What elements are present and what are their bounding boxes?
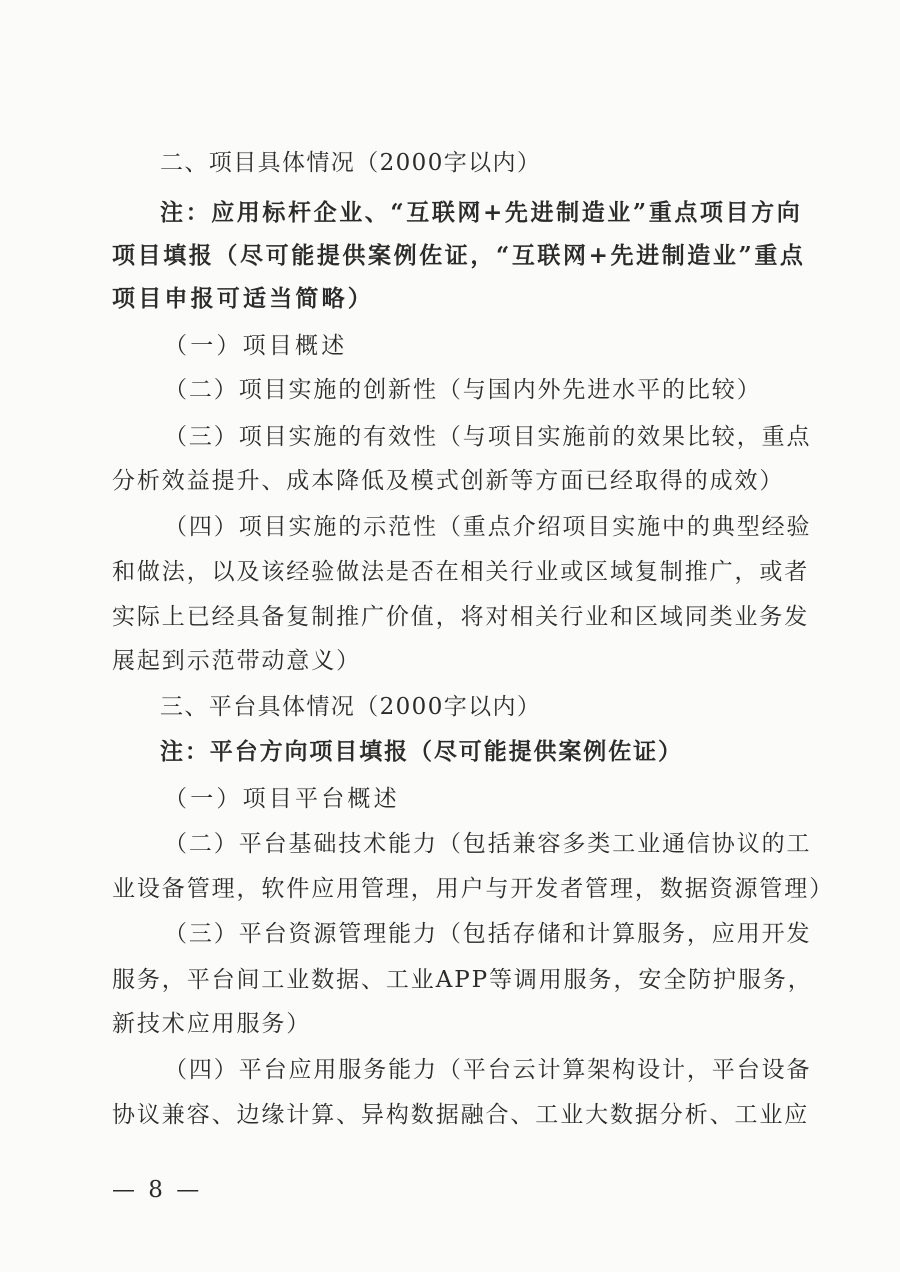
item-line: （四）平台应用服务能力（平台云计算架构设计，平台设备: [164, 1057, 812, 1083]
item-line: （二）项目实施的创新性（与国内外先进水平的比较）: [164, 377, 762, 403]
page-number: — 8 —: [112, 1177, 203, 1203]
item-line: （一）项目概述: [164, 333, 348, 359]
body-line: 展起到示范带动意义）: [112, 648, 361, 674]
note-line: 注：应用标杆企业、“互联网+先进制造业”重点项目方向: [160, 199, 803, 226]
note-line: 项目申报可适当简略）: [112, 285, 374, 312]
body-line: 协议兼容、边缘计算、异构数据融合、工业大数据分析、工业应: [112, 1102, 810, 1128]
body-line: 新技术应用服务）: [112, 1011, 312, 1037]
note-line: 项目填报（尽可能提供案例佐证，“互联网+先进制造业”重点: [112, 242, 806, 269]
note-line: 注：平台方向项目填报（尽可能提供案例佐证）: [160, 738, 683, 765]
body-line: 分析效益提升、成本降低及模式创新等方面已经取得的成效）: [112, 468, 785, 494]
section-heading-platform: 三、平台具体情况（2000字以内）: [160, 694, 542, 720]
item-line: （一）项目平台概述: [164, 786, 400, 812]
section-heading-project: 二、项目具体情况（2000字以内）: [160, 150, 542, 176]
body-line: 实际上已经具备复制推广价值，将对相关行业和区域同类业务发: [112, 604, 810, 630]
item-line: （二）平台基础技术能力（包括兼容多类工业通信协议的工: [164, 831, 812, 857]
body-line: 服务，平台间工业数据、工业APP等调用服务，安全防护服务，: [112, 967, 813, 993]
item-line: （三）项目实施的有效性（与项目实施前的效果比较，重点: [164, 424, 812, 450]
body-line: 业设备管理，软件应用管理，用户与开发者管理，数据资源管理）: [112, 876, 835, 902]
body-line: 和做法，以及该经验做法是否在相关行业或区域复制推广，或者: [112, 559, 810, 585]
item-line: （三）平台资源管理能力（包括存储和计算服务，应用开发: [164, 921, 812, 947]
item-line: （四）项目实施的示范性（重点介绍项目实施中的典型经验: [164, 514, 812, 540]
